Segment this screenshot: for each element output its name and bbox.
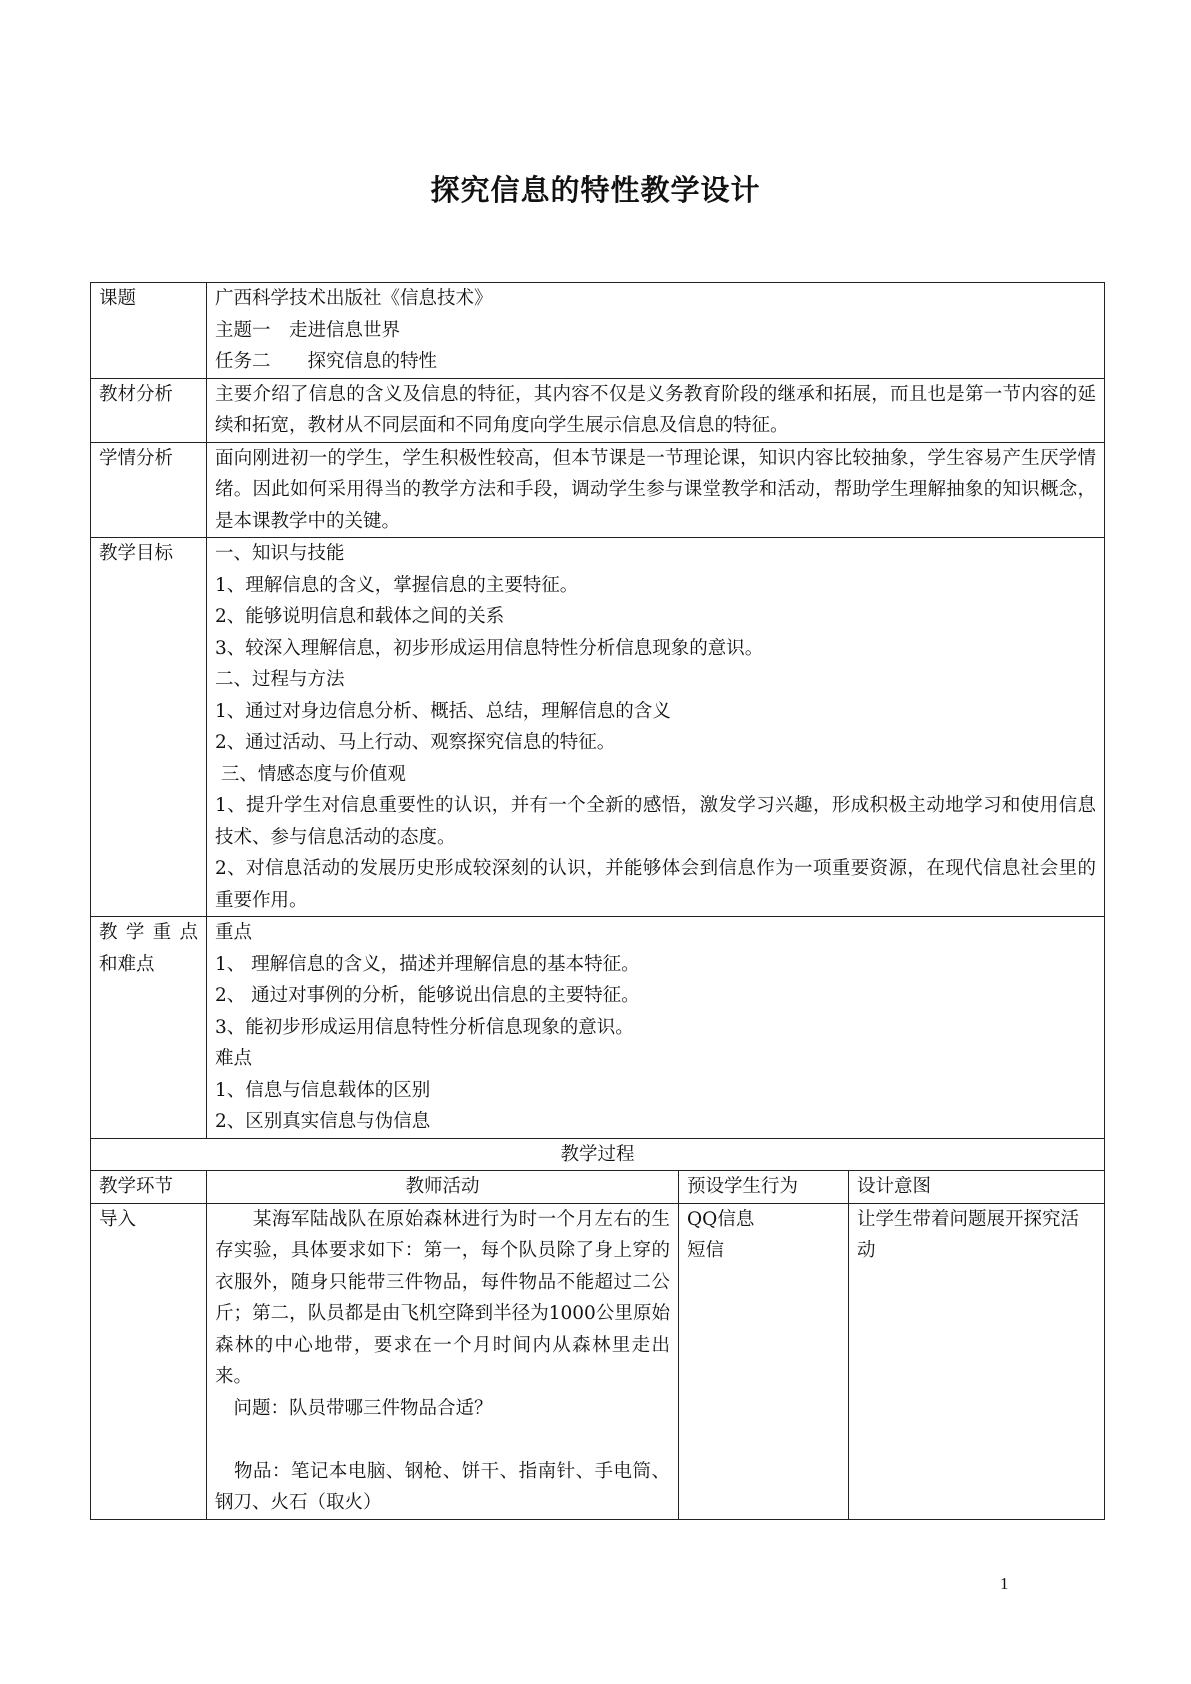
content-material: 主要介绍了信息的含义及信息的特征，其内容不仅是义务教育阶段的继承和拓展，而且也是第一节内容的延续和拓宽，教材从不同层面和不同角度向学生展示信息及信息的特征。 (207, 378, 1105, 442)
page-title: 探究信息的特性教学设计 (430, 173, 761, 207)
student-line: QQ信息 (687, 1208, 755, 1230)
goal-item: 1、理解信息的含义，掌握信息的主要特征。 (215, 574, 579, 596)
keypoint-item: 重点 (215, 922, 253, 943)
process-heading: 教学过程 (91, 1138, 1105, 1171)
intro-stage: 导入 (91, 1203, 207, 1519)
label-material: 教材分析 (91, 378, 207, 442)
label-topic: 课题 (91, 283, 207, 379)
goal-item: 3、较深入理解信息，初步形成运用信息特性分析信息现象的意识。 (215, 637, 764, 659)
keypoint-item: 1、信息与信息载体的区别 (215, 1079, 431, 1101)
content-topic (207, 283, 1105, 379)
page-number: 1 (1000, 1574, 1009, 1593)
row-goals (91, 538, 1105, 917)
intro-scenario: 某海军陆战队在原始森林进行为时一个月左右的生存实验，具体要求如下：第一，每个队员除了身上穿的衣服外，随身只能带三件物品，每件物品不能超过二公斤；第二，队员都是由飞机空降到半径为1000公里原始森林的中心地带，要求在一个月时间内从森林里走出来。 (215, 1208, 670, 1387)
lesson-plan-table (90, 282, 1105, 1520)
row-process-columns (91, 1171, 1105, 1204)
goal-item: 2、通过活动、马上行动、观察探究信息的特征。 (215, 732, 616, 753)
student-line: 短信 (687, 1240, 725, 1261)
intro-teacher-activity (207, 1203, 679, 1519)
goal-item: 一、知识与技能 (215, 543, 345, 564)
label-students: 学情分析 (91, 442, 207, 538)
topic-line: 主题一 走进信息世界 (215, 319, 401, 341)
keypoint-item: 2、 通过对事例的分析，能够说出信息的主要特征。 (215, 985, 640, 1006)
label-keypoints: 教 学 重 点和难点 (91, 917, 207, 1139)
keypoint-item: 3、能初步形成运用信息特性分析信息现象的意识。 (215, 1016, 634, 1038)
col-stage-header: 教学环节 (91, 1171, 207, 1204)
col-teacher-header: 教师活动 (207, 1171, 679, 1204)
row-topic (91, 283, 1105, 379)
topic-line: 广西科学技术出版社《信息技术》 (215, 288, 493, 309)
content-keypoints (207, 917, 1105, 1139)
keypoint-item: 2、区别真实信息与伪信息 (215, 1111, 431, 1132)
goal-item: 1、提升学生对信息重要性的认识，并有一个全新的感悟，激发学习兴趣，形成积极主动地学习和使用信息技术、参与信息活动的态度。 (215, 795, 1096, 848)
goal-item: 2、能够说明信息和载体之间的关系 (215, 606, 505, 627)
row-students (91, 442, 1105, 538)
keypoint-item: 难点 (215, 1048, 253, 1069)
intro-design-intent: 让学生带着问题展开探究活动 (849, 1203, 1105, 1519)
intro-question: 问题：队员带哪三件物品合适？ (215, 1397, 493, 1419)
label-goals: 教学目标 (91, 538, 207, 917)
goal-item: 三、情感态度与价值观 (215, 763, 406, 785)
row-process-heading (91, 1138, 1105, 1171)
intro-items: 物品：笔记本电脑、钢枪、饼干、指南针、手电筒、钢刀、火石（取火） (215, 1460, 670, 1513)
keypoint-item: 1、 理解信息的含义，描述并理解信息的基本特征。 (215, 953, 640, 975)
content-students: 面向刚进初一的学生，学生积极性较高，但本节课是一节理论课，知识内容比较抽象，学生容易产生厌学情绪。因此如何采用得当的教学方法和手段，调动学生参与课堂教学和活动，帮助学生理解抽象的知识概念，是本课教学中的关键。 (207, 442, 1105, 538)
row-intro (91, 1203, 1105, 1519)
col-intent-header: 设计意图 (849, 1171, 1105, 1204)
topic-line: 任务二 探究信息的特性 (215, 351, 438, 372)
content-goals (207, 538, 1105, 917)
intro-student-behavior (679, 1203, 849, 1519)
goal-item: 2、对信息活动的发展历史形成较深刻的认识，并能够体会到信息作为一项重要资源，在现代信息社会里的重要作用。 (215, 858, 1096, 911)
blank-line (215, 1424, 670, 1456)
row-keypoints (91, 917, 1105, 1139)
goal-item: 二、过程与方法 (215, 669, 345, 690)
col-student-header: 预设学生行为 (679, 1171, 849, 1204)
goal-item: 1、通过对身边信息分析、概括、总结，理解信息的含义 (215, 700, 671, 722)
row-material (91, 378, 1105, 442)
